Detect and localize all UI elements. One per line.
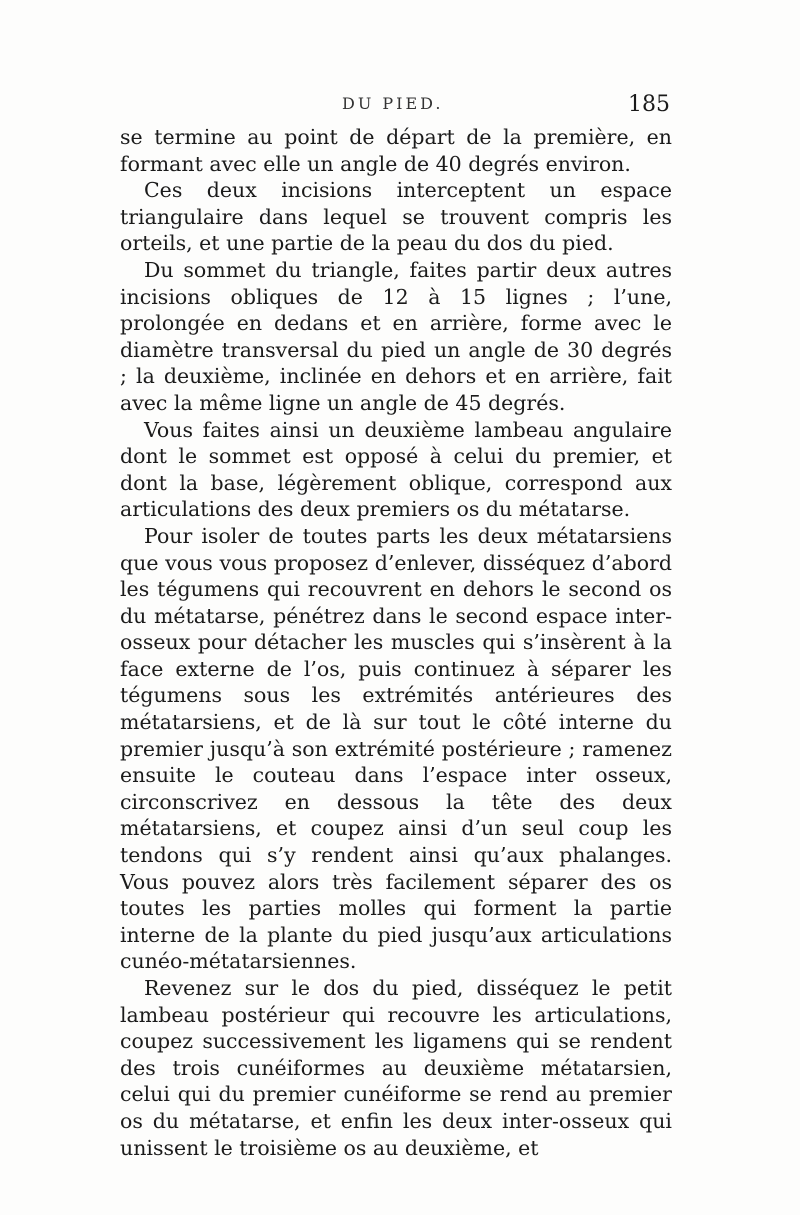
paragraph: Revenez sur le dos du pied, disséquez le petit lambeau postérieur qui recouvre les articulations, coupez successivement les ligamens qui se rendent des trois cunéiformes au deuxième métatarsien, celui qui du premier cunéiforme se rend au premier os du métatarse, et enfin les deux inter-osseux qui unissent le troisième os au deuxième, et xyxy=(120,976,672,1160)
page-number: 185 xyxy=(628,92,670,117)
running-head xyxy=(120,92,670,124)
running-title: DU PIED. xyxy=(342,94,444,113)
paragraph: Du sommet du triangle, faites partir deux autres incisions obliques de 12 à 15 lignes ; l’une, prolongée en dedans et en arrière, forme avec le diamètre transversal du pied un angle de 30 degrés ; la deuxième, inclinée en dehors et en arrière, fait avec la même ligne un angle de 45 degrés. xyxy=(120,257,672,415)
paragraph: Ces deux incisions interceptent un espace triangulaire dans lequel se trouvent compris les orteils, et une partie de la peau du dos du pied. xyxy=(120,178,672,256)
paragraph: Pour isoler de toutes parts les deux métatarsiens que vous vous proposez d’enlever, disséquez d’abord les tégumens qui recouvrent en dehors le second os du métatarse, pénétrez dans le second espace inter-osseux pour détacher les muscles qui s’insèrent à la face externe de l’os, puis continuez à séparer les tégumens sous les extrémités antérieures des métatarsiens, et de là sur tout le côté interne du premier jusqu’à son extrémité postérieure ; ramenez ensuite le couteau dans l’espace inter osseux, circonscrivez en dessous la tête des deux métatarsiens, et coupez ainsi d’un seul coup les tendons qui s’y rendent ainsi qu’aux phalanges. Vous pouvez alors très facilement séparer des os toutes les parties molles qui forment la partie interne de la plante du pied jusqu’aux articulations cunéo-métatarsiennes. xyxy=(120,523,672,974)
paragraph: Vous faites ainsi un deuxième lambeau angulaire dont le sommet est opposé à celui du premier, et dont la base, légèrement oblique, correspond aux articulations des deux premiers os du métatarse. xyxy=(120,417,672,522)
paragraph: se termine au point de départ de la première, en formant avec elle un angle de 40 degrés environ. xyxy=(120,125,672,176)
body-text xyxy=(120,124,672,1161)
